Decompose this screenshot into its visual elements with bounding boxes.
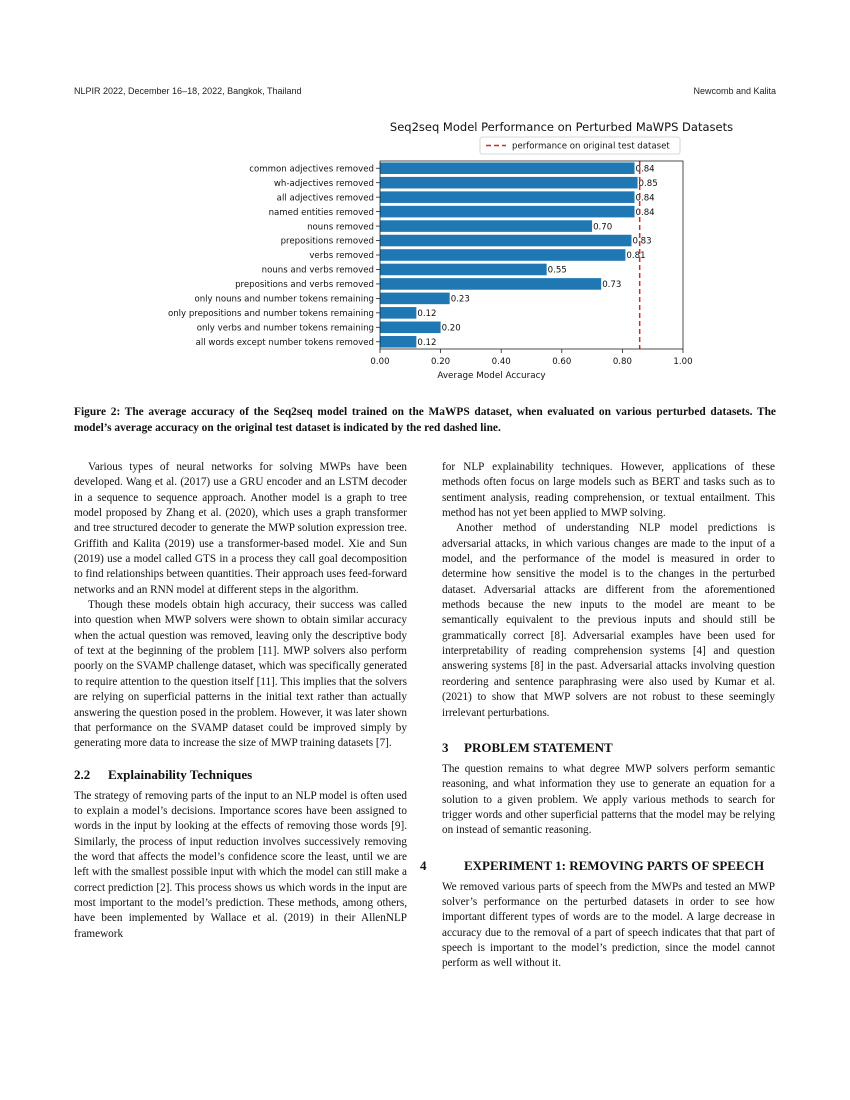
paragraph: Various types of neural networks for solving MWPs have been developed. Wang et al. (2017) use a GRU encoder and an LSTM decoder in a sequence to sequence approach. Another model is a graph to tree model proposed by Zhang et al. (2020), which uses a graph transformer and tree structured decoder to generate the MWP solution expression tree. Griffith and Kalita (2019) use a transformer-based model. Xie and Sun (2019) use a model called GTS in a process they call goal decomposition to find relationships between quantities. Their approach uses feed-forward networks and an RNN model at different steps in the algorithm. (74, 461, 407, 596)
value-label: 0.55 (547, 265, 567, 276)
section-title: PROBLEM STATEMENT (464, 739, 613, 755)
running-header-right: Newcomb and Kalita (693, 86, 776, 96)
bar (380, 278, 601, 290)
x-tick-label: 0.00 (370, 357, 390, 367)
category-label: wh-adjectives removed (273, 178, 374, 189)
value-label: 0.84 (635, 164, 655, 175)
value-label: 0.85 (638, 178, 658, 189)
bar (380, 249, 625, 261)
category-label: named entities removed (268, 207, 374, 218)
category-label: only nouns and number tokens remaining (194, 294, 374, 305)
figure-2-chart (120, 112, 740, 384)
paragraph: for NLP explainability techniques. However, applications of these methods often focus on large models such as BERT and tasks such as to sentiment analysis, reading comprehension, or textual entailment. This method has not yet been applied to MWP solving. (442, 461, 775, 520)
section-number: 2.2 (74, 766, 91, 782)
paragraph: We removed various parts of speech from the MWPs and tested an MWP solver’s performance on the perturbed datasets in order to see how important different types of words are to the model. A large decrease in accuracy due to the removal of a part of speech indicates that that part of speech is important to the model’s prediction, since the model cannot perform as well without it. (442, 880, 775, 970)
x-axis-label: Average Model Accuracy (437, 371, 546, 381)
bar (380, 293, 450, 305)
bar (380, 191, 635, 203)
section-heading (420, 857, 775, 874)
category-label: nouns removed (307, 222, 374, 233)
category-label: verbs removed (309, 251, 374, 262)
value-label: 0.23 (450, 294, 470, 305)
section-heading (442, 739, 775, 756)
section-heading (74, 766, 407, 783)
section-number: 4 (420, 857, 427, 873)
value-label: 0.84 (635, 193, 655, 204)
value-label: 0.84 (635, 207, 655, 218)
category-label: common adjectives removed (249, 164, 374, 175)
paragraph: The strategy of removing parts of the input to an NLP model is often used to explain a model’s decisions. Importance scores have been assigned to words in the input by looking at the effects of removing those words [9]. Similarly, the process of input reduction involves successively removing the word that affects the model’s confidence score the least, until we are left with the smallest possible input with which the model can still make a correct prediction [2]. This process shows us which words in the input are most important to the model’s prediction. These methods, among others, have been implemented by Wallace et al. (2019) in their AllenNLP framework (74, 789, 407, 940)
value-label: 0.70 (593, 222, 613, 233)
chart-title: Seq2seq Model Performance on Perturbed MaWPS Datasets (389, 120, 734, 134)
x-tick-label: 0.20 (431, 357, 451, 367)
figure-caption: Figure 2: The average accuracy of the Seq2seq model trained on the MaWPS dataset, when evaluated on various perturbed datasets. The model’s average accuracy on the original test dataset is indicated by the red dashed line. (74, 406, 776, 434)
left-column (74, 460, 407, 942)
x-tick-label: 0.60 (552, 357, 572, 367)
section-title: EXPERIMENT 1: REMOVING PARTS OF SPEECH (464, 857, 765, 873)
running-header-left: NLPIR 2022, December 16–18, 2022, Bangkok, Thailand (74, 86, 302, 96)
value-label: 0.83 (632, 236, 652, 247)
paragraph: Though these models obtain high accuracy, their success was called into question when MWP solvers were shown to obtain similar accuracy when the actual question was removed, leaving only the descriptive body of text at the beginning of the problem [11]. MWP solvers also perform poorly on the SVAMP challenge dataset, which was specifically generated to require attention to the question itself [11]. This implies that the solvers are relying on superficial patterns in the initial text rather than actually answering the question posed in the problem. However, it was later shown that performance on the SVAMP dataset could be improved simply by generating more data to increase the size of MWP training datasets [7]. (74, 599, 407, 750)
bar (380, 220, 592, 232)
category-label: prepositions removed (280, 236, 374, 247)
paragraph: Another method of understanding NLP model predictions is adversarial attacks, in which various changes are made to the input of a model, and the performance of the model is measured in order to determine how sensitive the model is to the changes in the perturbed dataset. Adversarial attacks are different from the aforementioned methods because the new inputs to the model are meant to be semantically equivalent to the previous inputs and should still be grammatically correct [8]. Adversarial examples have been used for interpretability of reading comprehension systems [4] and question answering systems [8] in the past. Adversarial attacks involving question reordering and sentence paraphrasing were also used by Kumar et al. (2021) to show that MWP solvers are not robust to these seemingly irrelevant perturbations. (442, 522, 775, 719)
category-label: all words except number tokens removed (195, 337, 374, 348)
x-tick-label: 1.00 (673, 357, 693, 367)
bar (380, 336, 416, 348)
bar (380, 206, 635, 218)
section-number: 3 (442, 739, 449, 755)
paragraph: The question remains to what degree MWP solvers perform semantic reasoning, and what information they use to generate an equation for a solution to a given problem. We apply various methods to search for trigger words and other superficial patterns that the model may be relying on instead of semantic reasoning. (442, 762, 775, 837)
section-title: Explainability Techniques (108, 766, 253, 782)
right-column (420, 460, 775, 972)
bar (380, 307, 416, 319)
x-tick-label: 0.40 (491, 357, 511, 367)
value-label: 0.12 (417, 337, 437, 348)
value-label: 0.73 (602, 280, 622, 291)
bar (380, 177, 638, 189)
value-label: 0.20 (441, 323, 461, 334)
bar (380, 264, 547, 276)
bar (380, 235, 631, 247)
category-label: only verbs and number tokens remaining (196, 323, 374, 334)
bar (380, 322, 441, 334)
category-label: nouns and verbs removed (261, 265, 374, 276)
bar (380, 162, 635, 174)
value-label: 0.12 (417, 309, 437, 320)
category-label: only prepositions and number tokens remaining (167, 309, 374, 320)
x-tick-label: 0.80 (612, 357, 632, 367)
value-label: 0.81 (626, 251, 646, 262)
category-label: all adjectives removed (276, 193, 374, 204)
category-label: prepositions and verbs removed (235, 280, 374, 291)
legend-label: performance on original test dataset (512, 141, 670, 152)
